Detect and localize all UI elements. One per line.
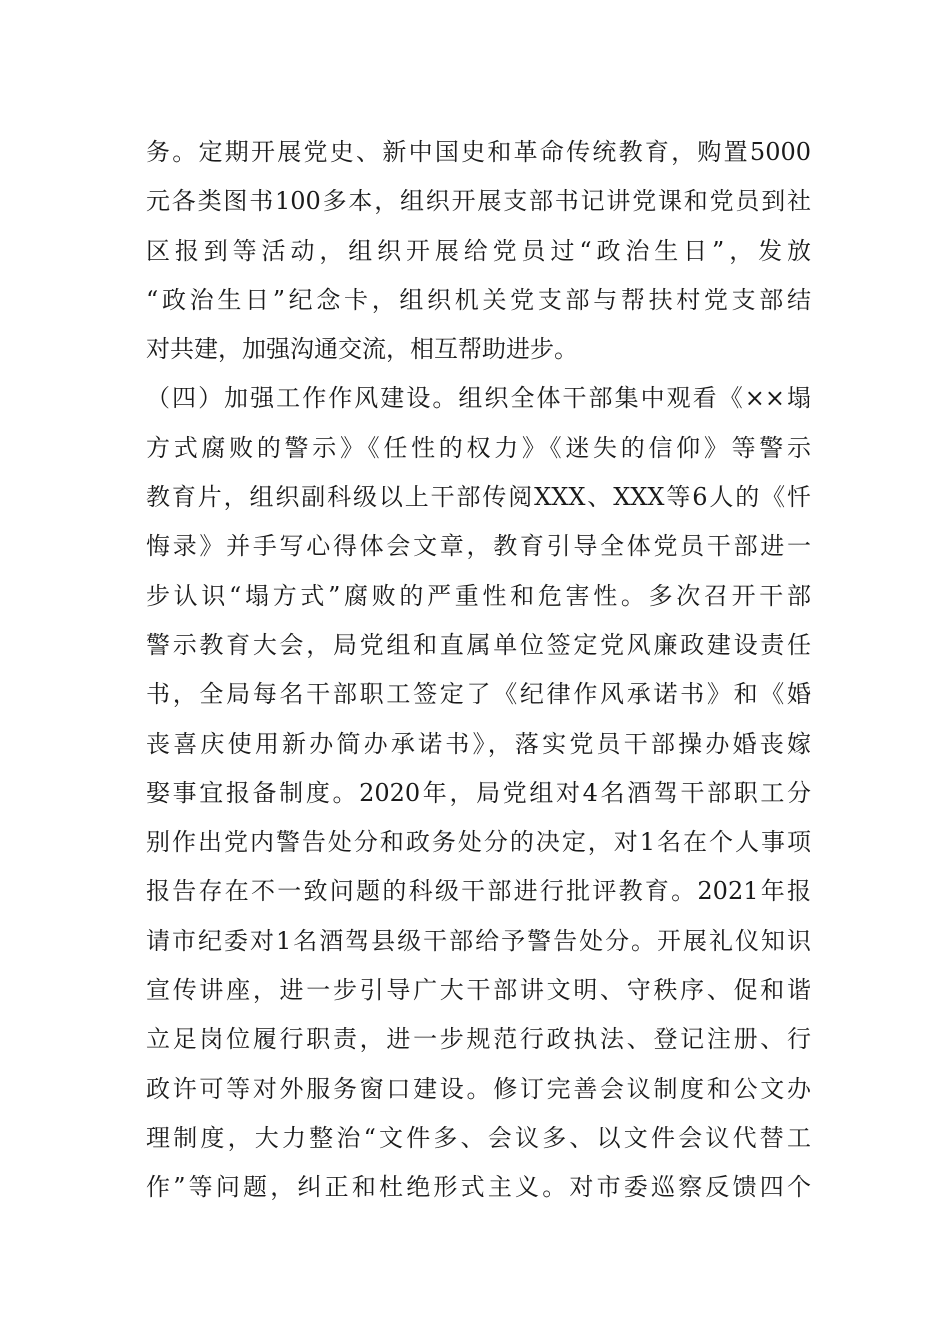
text-line: 方式腐败的警示》《任性的权力》《迷失的信仰》等警示	[146, 433, 811, 462]
text-line: 别作出党内警告处分和政务处分的决定，对1名在个人事项	[146, 828, 811, 857]
text-line: 警示教育大会，局党组和直属单位签定党风廉政建设责任	[146, 630, 811, 659]
text-line: 教育片，组织副科级以上干部传阅XXX、XXX等6人的《忏	[146, 483, 811, 512]
text-line: 悔录》并手写心得体会文章，教育引导全体党员干部进一	[146, 532, 811, 561]
text-line: 政许可等对外服务窗口建设。修订完善会议制度和公文办	[146, 1074, 811, 1103]
text-line: 理制度，大力整治“文件多、会议多、以文件会议代替工	[146, 1123, 811, 1152]
paragraph-end-line: 对共建，加强沟通交流，相互帮助进步。	[146, 335, 578, 364]
text-line: 立足岗位履行职责，进一步规范行政执法、登记注册、行	[146, 1025, 811, 1054]
text-line: 务。定期开展党史、新中国史和革命传统教育，购置5000	[146, 138, 811, 166]
text-line: 作”等问题，纠正和杜绝形式主义。对市委巡察反馈四个	[146, 1173, 811, 1202]
text-line: 区报到等活动，组织开展给党员过“政治生日”，发放	[146, 236, 811, 265]
text-line: 娶事宜报备制度。2020年，局党组对4名酒驾干部职工分	[146, 778, 811, 807]
text-line: 报告存在不一致问题的科级干部进行批评教育。2021年报	[146, 877, 811, 906]
text-line: 请市纪委对1名酒驾县级干部给予警告处分。开展礼仪知识	[146, 926, 811, 955]
text-line: 宣传讲座，进一步引导广大干部讲文明、守秩序、促和谐	[146, 976, 811, 1005]
text-line: 步认识“塌方式”腐败的严重性和危害性。多次召开干部	[146, 581, 811, 610]
text-line: 书，全局每名干部职工签定了《纪律作风承诺书》和《婚	[146, 680, 811, 709]
body-text	[146, 128, 811, 1213]
text-line: “政治生日”纪念卡，组织机关党支部与帮扶村党支部结	[146, 285, 811, 314]
text-line: 丧喜庆使用新办简办承诺书》，落实党员干部操办婚丧嫁	[146, 729, 811, 758]
text-line: 元各类图书100多本，组织开展支部书记讲党课和党员到社	[146, 187, 811, 216]
section-heading-line: （四）加强工作作风建设。组织全体干部集中观看《××塌	[146, 384, 811, 413]
